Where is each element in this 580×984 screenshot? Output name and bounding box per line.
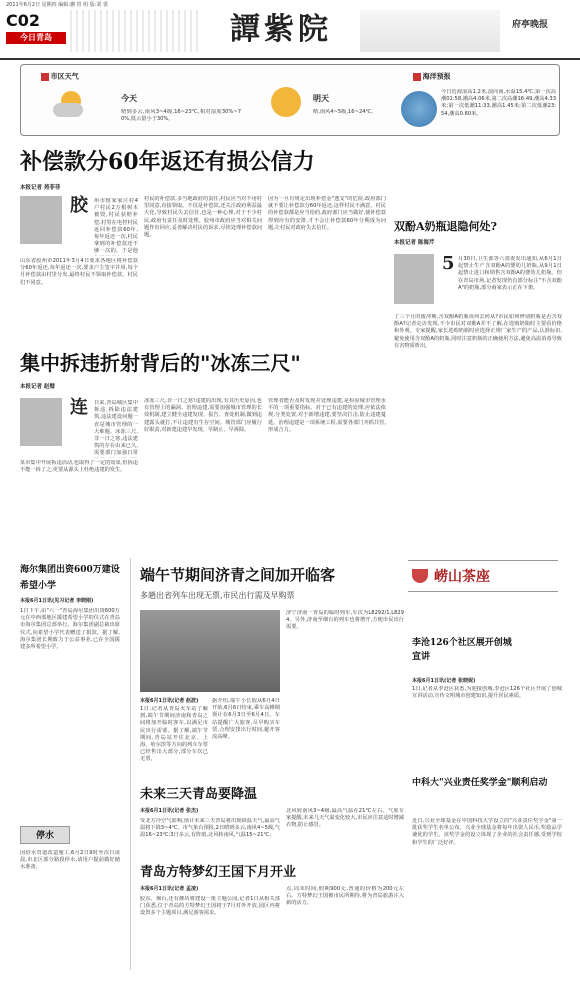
laoshan-header-text: 崂山茶座 xyxy=(434,569,490,585)
article2-col1b: 某市集中开展拆违活动,也取得了一定的效果,但拆违不能一拆了之,更要从源头上杜绝违建的发生。 xyxy=(20,460,138,474)
date-line: 2011年6月2日 星期四 编辑:蒯 胄 组 版:刘 裘 xyxy=(6,2,108,8)
rain-col1: 受北方冷空气影响,预计未来三天青岛将出现降温天气,最高气温将下降3~4℃。市气象台预报,2日晴到多云,南风4~5级,气温16~23℃;3日多云,有阵雨,北风转南风,气温15~21℃。 xyxy=(140,818,280,839)
right-seal: 府亭晚报 xyxy=(512,20,549,30)
dream-col2: 点,周末时间,假期900元,普通的价格为200元左右。方特梦幻王国被市民所期待,将为青岛旅游注入新的活力。 xyxy=(286,886,404,907)
article4-body: 1日下午,由"六一"青岛海尔集团出资600万元在中西部地区援建希望小学的仪式在青岛市海尔集团总部举行。海尔集团副总裁出席仪式,向希望小学代表赠送了捐款。据了解,海尔集团长期致力于公益事业,已在全国援建多所希望小学。 xyxy=(20,608,120,651)
calligraphy-title: 譚紫院 xyxy=(230,12,332,47)
today-label: 今天 xyxy=(121,94,137,103)
duanwu-col1: 1日,记者从青岛火车站了解到,端午节期间济南和青岛之间将加开临时客车,以满足市民出行需要。据了解,端午节期间,青岛站开往北京、上海、哈尔滨等方向的列车车票已经售出大部分,部分车次已无票。 xyxy=(140,706,208,763)
water-notice-tag-text: 停水 xyxy=(35,831,54,841)
dream-headline: 青岛方特梦幻王国下月开业 xyxy=(140,865,297,880)
water-notice-tag xyxy=(20,826,70,844)
masthead-ornament xyxy=(70,10,200,52)
article2-byline: 本报记者 赵璧 xyxy=(20,384,55,390)
sea-forecast-tag xyxy=(413,73,493,83)
water-notice-body: 因给水管道改造施工,6月2日9时至次日凌晨,市北区部分路段停水,请用户提前做好储水准备。 xyxy=(20,850,120,871)
article3-headline: 双酚A奶瓶退隐何处? xyxy=(394,220,497,233)
community-headline: 李沧126个社区展开创城宣讲 xyxy=(412,638,512,662)
zhongshi-body: 近日,兴业全球基金在中国科技大学设立的"兴业责任奖学金"第一批获奖学生名单公布。兴业全球基金将每年出资人民币,奖励品学兼优的学生。该奖学金的设立体现了企业的社会责任感,受到学校和学生的广泛好评。 xyxy=(412,818,562,846)
duanwu-col3: 济宁济南一青岛的临时列车,车次为L8292/1,L8294。另外,济南至烟台的列车也将增开,方便市民出行需要。 xyxy=(286,610,404,631)
tomorrow-label: 明天 xyxy=(313,94,329,103)
article1-col1: 州市辖家家庄村4户村民2万根树木被毁,村民获赔补偿,村里在电控村民返回补偿款60年,每年返还一次,村民拿到的补偿款还不够一次的。于是他 xyxy=(94,198,138,255)
article1-byline: 本报记者 苑菲菲 xyxy=(20,185,61,191)
masthead xyxy=(0,0,580,60)
sea-forecast-label: 海洋预报 xyxy=(422,72,451,81)
article1-col1b: 山东省胶州市2011年3月4日要求各地区将补偿款分60年返还,每年返还一次,要求户主签字并用,每个月补偿款由村里分发,最终村民不领取补偿款。村民们不同意。 xyxy=(20,258,138,286)
wave-icon xyxy=(401,91,437,127)
reporter-photo xyxy=(20,398,62,446)
community-body: 1日,记者从李沧区获悉,为迎接创城,李沧区126个社区开展了创城宣讲活动,宣传文明城市创建知识,提升居民素质。 xyxy=(412,686,562,700)
reporter-photo xyxy=(394,254,434,304)
article1-col2: 村民的补偿款,多当地政府的责任,村民应当对不用村里同意,直接领取。不仅是补偿款,还关注政府利益最大化,导致村民失去信任,也是一种心理,对于不少村民,政府有责任及时处理。胶州市政府应当对相关问题作出回应,妥善解决村民的诉求,尽快处理补偿款问题。 xyxy=(144,196,262,239)
duanwu-byline: 本报6月1日讯(记者 赵波) xyxy=(140,698,199,704)
duanwu-subheadline: 多趟出省列车出现无票,市民出行需及早购票 xyxy=(140,591,295,600)
today-text: 晴到多云,南风3~4级,16~23℃,相对湿度30%~70%,低云量小于30%。 xyxy=(121,109,241,123)
dream-col1: 胶东、烟台,还有潍坊将建设一批主题公园,记者1日从相关部门获悉,位于青岛的方特梦幻王国将于7月对外开放,园区内将设置多个主题项目,满足游客需求。 xyxy=(140,896,280,917)
flag-icon xyxy=(413,73,421,81)
sea-text: 今日近海浪高1.2米,浪向南,水温15.4℃,第一次高潮01:58,潮高4.06米,第二次高潮16:49,潮高4.33米;第一次低潮11:33,潮高1.45米;第二次低潮23:54,潮高0.60米。 xyxy=(441,89,556,117)
laoshan-header xyxy=(408,560,558,592)
rain-byline: 本报6月1日讯(记者 张杰) xyxy=(140,808,199,814)
article3-lead-char: 5 xyxy=(442,253,455,274)
article2-lead-char: 连 xyxy=(70,397,88,418)
article1-lead-char: 胶 xyxy=(70,195,88,216)
page-code: C02 xyxy=(6,11,41,30)
article2-headline: 集中拆违折射背后的"冰冻三尺" xyxy=(20,351,301,375)
article2-col2: 冰冻三尺,非一日之寒!违建的出现,有其历史原因,也有管理上的漏洞。治理违建,需要加强城市管理的长效机制,建立健全违建发现、报告、查处机制,做到违建露头就打,不让违建有生存空间。城管部门应履行好职责,对新建违建早发现、早制止、早拆除。 xyxy=(144,398,262,433)
zhongshi-headline: 中科大"兴业责任奖学金"顺利启动 xyxy=(412,778,548,788)
dream-byline: 本报6月1日讯(记者 孟凌) xyxy=(140,886,199,892)
rain-col2: 北风转南风3~4级,最高气温在21℃左右。气象专家提醒,未来几天气温变化较大,市民应注意适时增减衣物,防止感冒。 xyxy=(286,808,404,829)
tomorrow-text: 晴,南风4~5级,16~24℃。 xyxy=(313,109,377,115)
tea-cup-icon xyxy=(412,569,428,583)
community-byline: 本报6月1日讯(记者 张晓妮) xyxy=(412,678,476,684)
city-weather-tag xyxy=(41,73,101,83)
sun-icon xyxy=(271,87,301,117)
reporter-photo xyxy=(20,196,62,244)
city-weather-label: 市区天气 xyxy=(50,72,79,81)
weather-band xyxy=(20,64,560,136)
article1-headline: 补偿款分60年返还有损公信力 xyxy=(20,149,315,175)
duanwu-headline: 端午节期间济青之间加开临客 xyxy=(140,566,336,584)
article4-byline: 本报6月1日讯(见习记者 李晓刚) xyxy=(20,598,94,604)
sun-cloud-icon xyxy=(51,87,87,123)
section-name: 今日青岛 xyxy=(6,32,66,44)
rain-headline: 未来三天青岛要降温 xyxy=(140,787,258,802)
article3-col1: 月30日,卫生部等六部委发出通知,从6月1日起禁止生产含双酚A的婴幼儿奶瓶,从9月1日起禁止进口和销售含双酚A的婴幼儿奶瓶。但在青岛市场,记者发现仍有部分标注"不含双酚A"的奶瓶,部分商家表示正在下架。 xyxy=(458,256,562,291)
train-photo xyxy=(140,610,280,692)
house-ornament xyxy=(360,10,500,52)
article4-headline: 海尔集团出资600万建设希望小学 xyxy=(20,565,120,591)
article2-col3: 管理者能否及时发现并处理违建,是检验城市管理水平的一项重要指标。对于已有违建的处理,应依法依规,分类处置,对于新增违建,要坚决打击,防止违建蔓延。治理违建是一项系统工程,需要各部门齐抓共管,形成合力。 xyxy=(268,398,386,433)
article3-byline: 本报记者 陈海芹 xyxy=(394,240,435,246)
duanwu-col2: 据介绍,端午小长假从6月4日开始,6月6日结束,乘车高峰期预计在6月3日至6月4日。车站提醒广大旅客,尽早购买车票,合理安排出行时间,避开客流高峰。 xyxy=(212,698,280,741)
article3-col2: 了三个月的缓冲期,含双酚A奶瓶该何去何从?市民如何辨别奶瓶是否含双酚A?记者走访发现,不少市民对双酚A并不了解,在选购奶瓶时主要看价格和外观。专家提醒,家长选购奶瓶时应选择正规厂家生产的产品,认准标识,避免使用含双酚A的奶瓶,同时注意奶瓶的正确使用方法,避免高温消毒导致有害物质析出。 xyxy=(394,314,562,349)
article2-col1: 日来,青岛城区集中拆违,拆除违法建筑,违法建设问题一直是城市管理的一大难题。冰冻三尺,非一日之寒,违法建筑的存在由来已久,需要部门加强日常 xyxy=(94,400,138,457)
article1-col3: 因为一旦有规定出现补偿金"透支"的危险,政府部门就不要让补偿款分60年返还,这样村民不满意。村民的补偿款都是应当给的,政府部门应当做好,使补偿款得到应有的安排,才不会让补偿款60年分期成为问题,让村民对政府失去信任。 xyxy=(268,196,386,231)
flag-icon xyxy=(41,73,49,81)
